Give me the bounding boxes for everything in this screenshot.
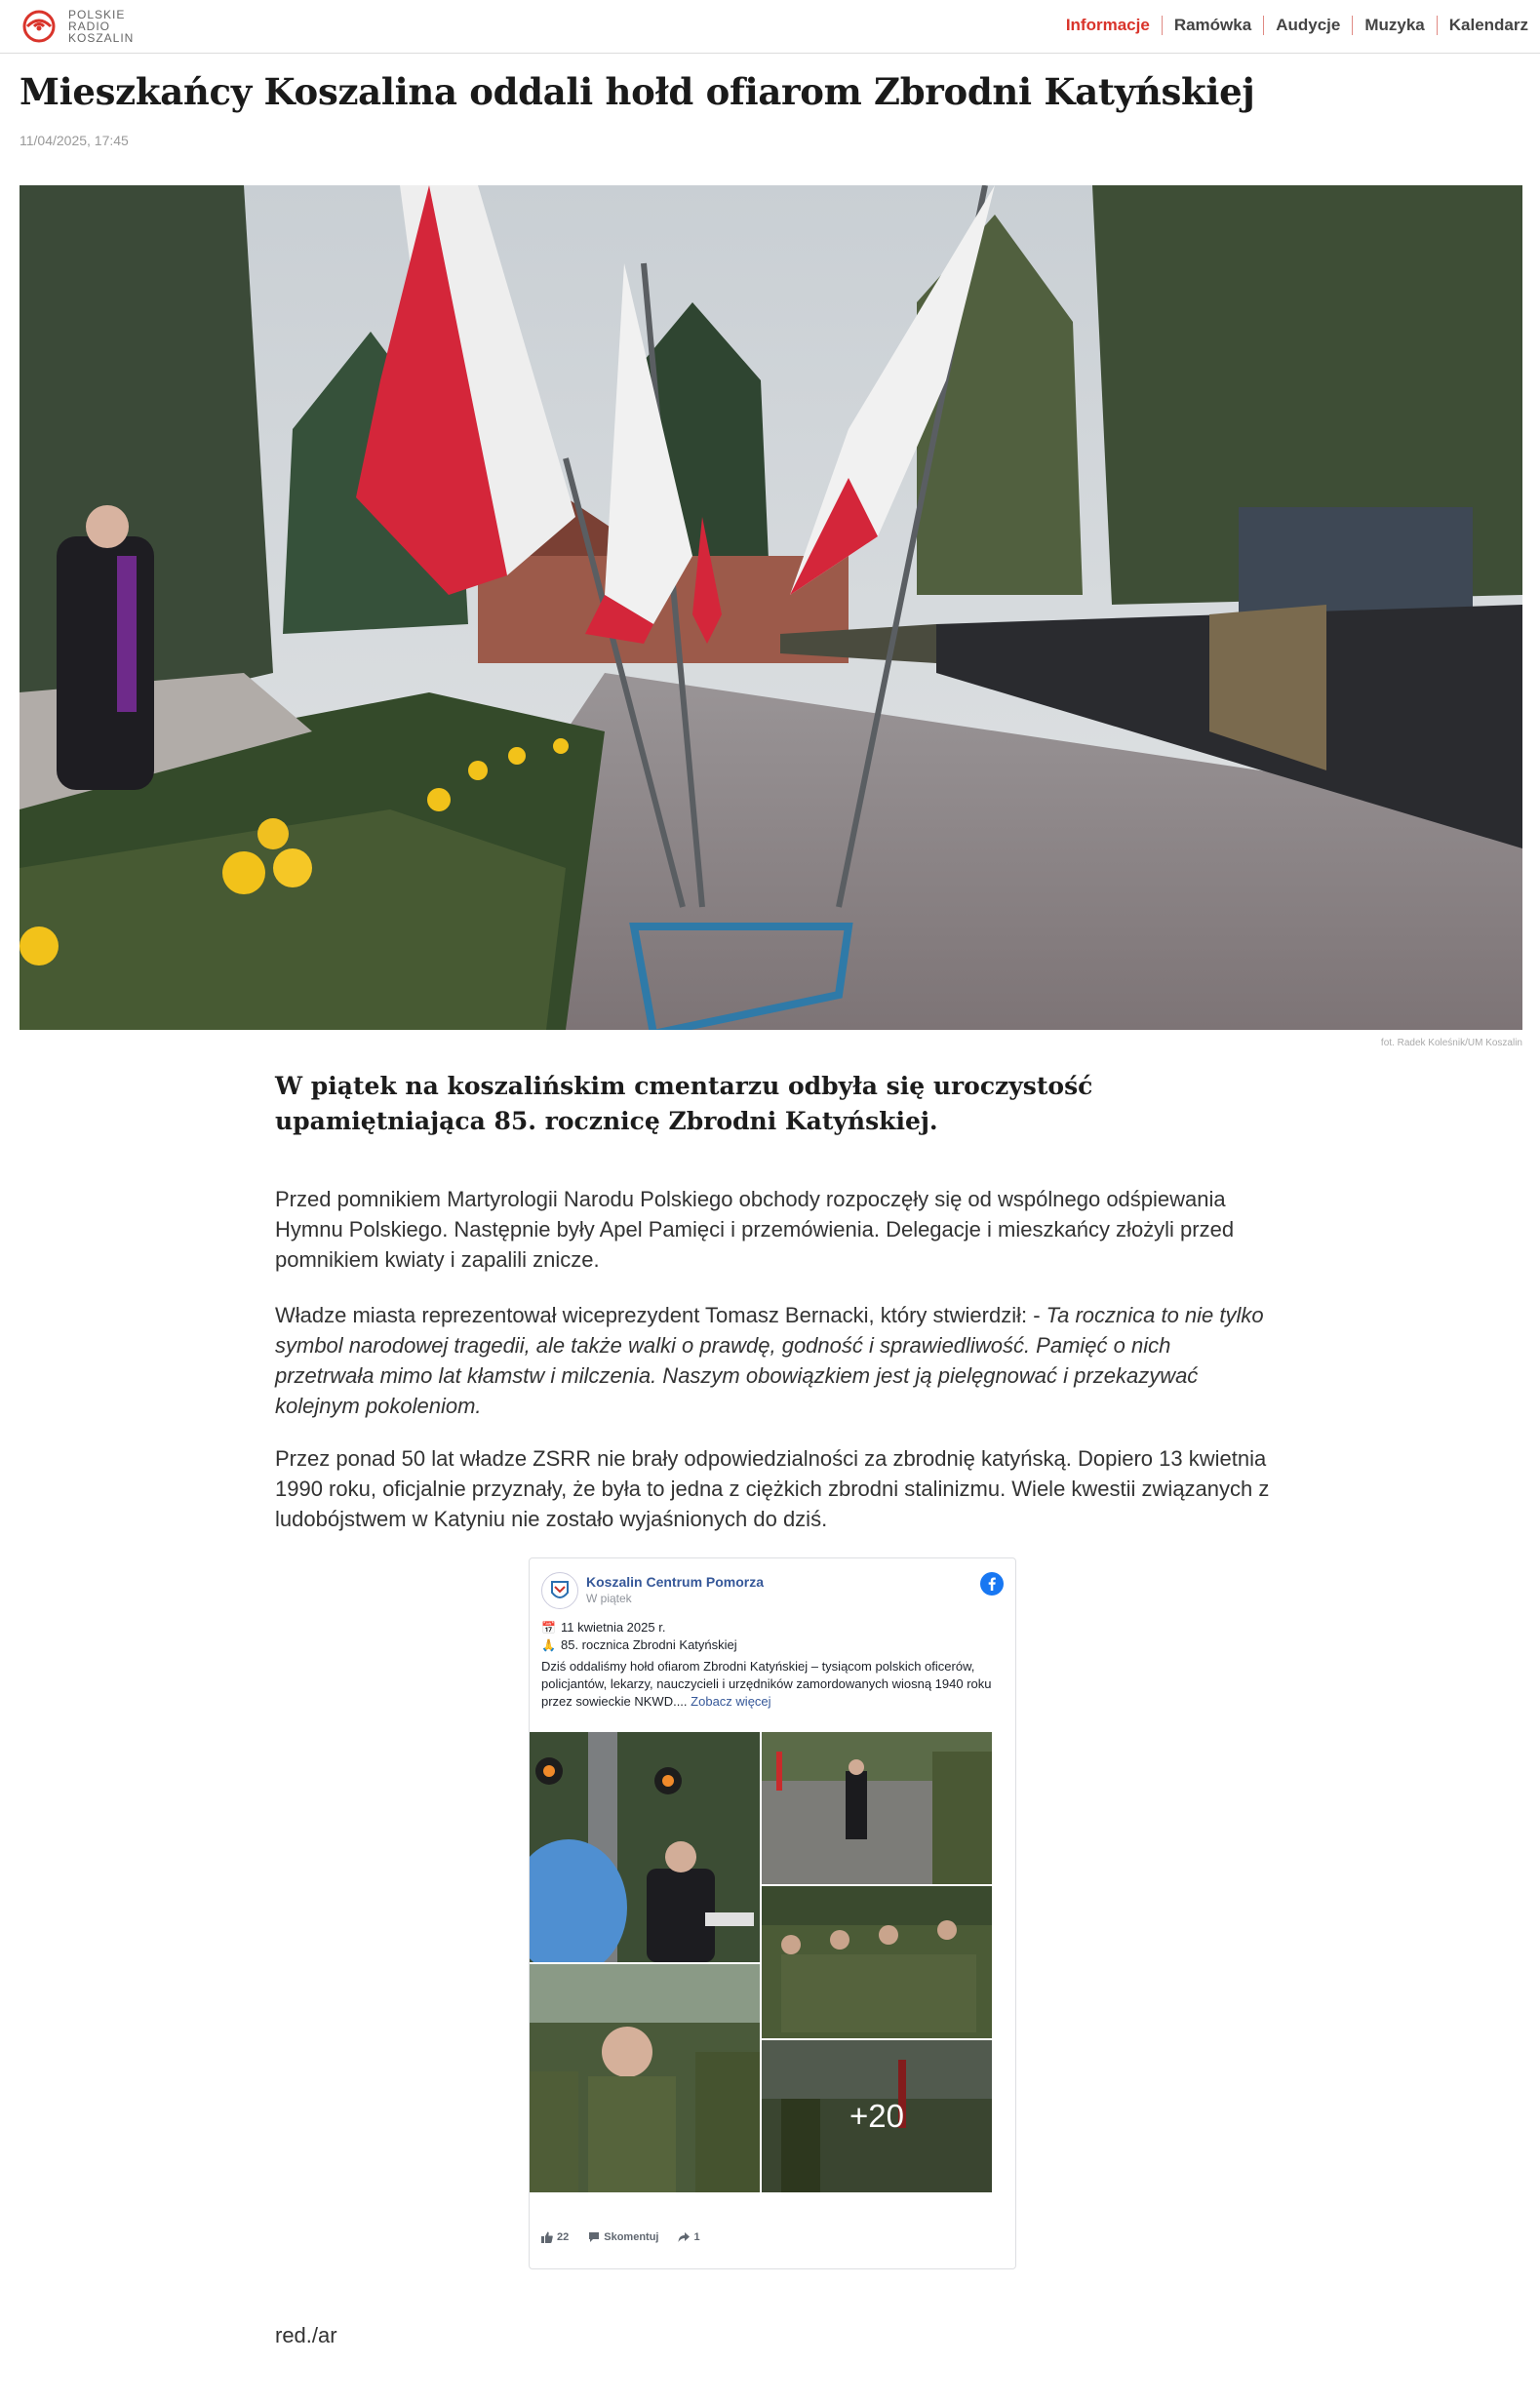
page-avatar[interactable] [541, 1572, 578, 1609]
logo-wordmark [68, 9, 134, 44]
nav-item-kalendarz[interactable]: Kalendarz [1437, 16, 1540, 35]
paragraph-intro: Władze miasta reprezentował wiceprezydent Tomasz Bernacki, który stwierdził: - [275, 1303, 1046, 1327]
main-nav [1054, 16, 1540, 35]
fb-post-text [541, 1619, 1004, 1711]
article-date: 11/04/2025, 17:45 [20, 133, 129, 148]
site-logo[interactable] [18, 8, 134, 45]
koszalin-crest-icon [542, 1573, 577, 1608]
walk-photo [762, 1732, 992, 1884]
article-title: Mieszkańcy Koszalina oddali hołd ofiarom Zbrodni Katyńskiej [20, 70, 1255, 113]
nav-item-ramowka[interactable]: Ramówka [1162, 16, 1263, 35]
article-lead: W piątek na koszalińskim cmentarzu odbyła się uroczystość upamiętniająca 85. rocznicę Zbrodni Katyńskiej. [275, 1072, 1093, 1135]
more-photos-count: +20 [762, 2040, 992, 2192]
nav-item-audycje[interactable]: Audycje [1263, 16, 1352, 35]
share-button[interactable] [678, 2231, 699, 2243]
logo-line: KOSZALIN [68, 31, 135, 45]
hero-photo [20, 185, 1522, 1030]
comment-button[interactable] [588, 2231, 658, 2243]
fb-post-time[interactable]: W piątek [586, 1592, 632, 1605]
facebook-icon[interactable] [980, 1572, 1004, 1596]
soldiers-photo [762, 1886, 992, 2038]
quote-text: Ta rocznica to nie tylko symbol narodowej tragedii, ale także walki o prawdę, godność i sprawiedliwość. Pamięć o nich przetrwała mimo lat kłamstw i milczenia. Naszym obowiązkiem jest ją pielęgnować i przekazywać kolejnym pokoleniom. [275, 1303, 1264, 1418]
like-button[interactable] [541, 2231, 569, 2243]
article-signature: red./ar [275, 2323, 337, 2347]
praying-hands-icon: 🙏 [541, 1638, 556, 1652]
photo-credit: fot. Radek Koleśnik/UM Koszalin [1380, 1038, 1522, 1048]
fb-photo[interactable] [530, 1964, 760, 2192]
logo-line: RADIO [68, 20, 111, 33]
comment-label: Skomentuj [604, 2231, 659, 2243]
fb-action-bar [541, 2231, 720, 2243]
logo-line: POLSKIE [68, 8, 126, 21]
share-icon [678, 2231, 690, 2243]
fb-photo-grid [530, 1732, 1015, 2192]
fb-page-name[interactable]: Koszalin Centrum Pomorza [586, 1574, 765, 1590]
fb-body: Dziś oddaliśmy hołd ofiarom Zbrodni Katyńskiej – tysiącom polskich oficerów, policjantów, lekarzy, nauczycieli i urzędników zamordowanych wiosną 1940 roku przez sowieckie NKWD.... [541, 1659, 992, 1709]
nav-item-muzyka[interactable]: Muzyka [1352, 16, 1436, 35]
fb-photo[interactable] [530, 1732, 760, 1962]
comment-icon [588, 2231, 600, 2243]
hero-photo-illustration [20, 185, 1522, 1030]
article-paragraph [275, 1300, 1270, 1421]
calendar-icon: 📅 [541, 1621, 556, 1635]
fb-photo[interactable] [762, 1886, 992, 2038]
thumbs-up-icon [541, 2231, 553, 2243]
share-count: 1 [693, 2231, 700, 2243]
fb-line-date: 11 kwietnia 2025 r. [561, 1620, 666, 1635]
nav-item-informacje[interactable]: Informacje [1065, 16, 1150, 34]
fb-photo[interactable] [762, 1732, 992, 1884]
like-count: 22 [557, 2231, 570, 2243]
soldier-closeup-photo [530, 1964, 760, 2192]
see-more-link[interactable]: Zobacz więcej [691, 1694, 771, 1709]
article-paragraph: Przez ponad 50 lat władze ZSRR nie brały odpowiedzialności za zbrodnię katyńską. Dopiero 13 kwietnia 1990 roku, oficjalnie przyznały, że była to jedna z ciężkich zbrodni stalinizmu. Wiele kwestii związanych z ludobójstwem w Katyniu nie zostało wyjaśnionych do dziś. [275, 1446, 1270, 1531]
fb-photo-more[interactable] [762, 2040, 992, 2192]
article-paragraph: Przed pomnikiem Martyrologii Narodu Polskiego obchody rozpoczęły się od wspólnego odśpiewania Hymnu Polskiego. Następnie były Apel Pamięci i przemówienia. Delegacje i mieszkańcy złożyli przed pomnikiem kwiaty i zapalili znicze. [275, 1187, 1235, 1272]
facebook-embed[interactable] [529, 1557, 1016, 2269]
fb-post-header [541, 1570, 1004, 1609]
site-header [0, 0, 1540, 54]
speech-photo [530, 1732, 760, 1962]
radio-logo-icon [18, 9, 60, 44]
fb-line-anniversary: 85. rocznica Zbrodni Katyńskiej [561, 1637, 737, 1652]
